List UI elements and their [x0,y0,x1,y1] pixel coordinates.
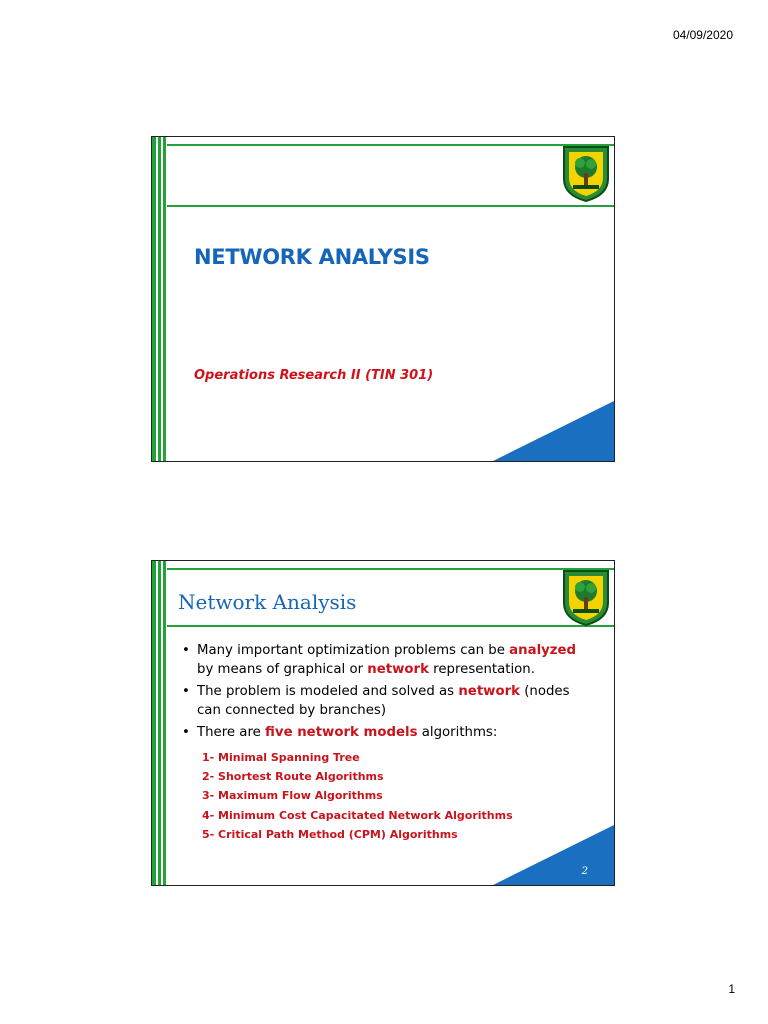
green-bar [152,137,156,461]
green-rule-bottom [167,625,614,627]
slide-1 [151,136,615,462]
algorithm-list [202,748,513,844]
bullet-item: • Many important optimization problems can be analyzed by means of graphical or network representation. [180,641,595,679]
green-rule-top [167,568,614,570]
algorithm-item: 4- Minimum Cost Capacitated Network Algorithms [202,808,513,822]
bullet-list [180,641,595,745]
bullet-item: • The problem is modeled and solved as network (nodes can connected by branches) [180,682,595,720]
slide-title: NETWORK ANALYSIS [194,245,430,269]
blue-corner-decoration [493,401,614,461]
algorithm-item: 3- Maximum Flow Algorithms [202,789,383,803]
green-rule-top [167,144,614,146]
green-bar [152,561,156,885]
green-bar [158,137,161,461]
green-rule-bottom [167,205,614,207]
university-emblem-icon [560,143,612,203]
green-bar [163,137,166,461]
bullet-item: • There are five network models algorithms: [180,723,595,742]
course-subtitle: Operations Research II (TIN 301) [194,368,434,383]
blue-corner-decoration [493,825,614,885]
algorithm-item: 1- Minimal Spanning Tree [202,751,360,764]
algorithm-item: 5- Critical Path Method (CPM) Algorithms [202,827,458,841]
page-number: 1 [728,982,735,996]
highlight-text: network [458,684,520,699]
algorithm-item: 2- Shortest Route Algorithms [202,770,384,784]
highlight-text: five network models [265,725,418,740]
green-bar [163,561,166,885]
slide-2 [151,560,615,886]
university-emblem-icon [560,567,612,627]
highlight-text: analyzed [509,643,577,658]
green-bar [158,561,161,885]
highlight-text: network [367,662,429,677]
page-date: 04/09/2020 [672,28,733,42]
slide-title: Network Analysis [178,590,357,614]
slide-number: 2 [581,866,588,877]
